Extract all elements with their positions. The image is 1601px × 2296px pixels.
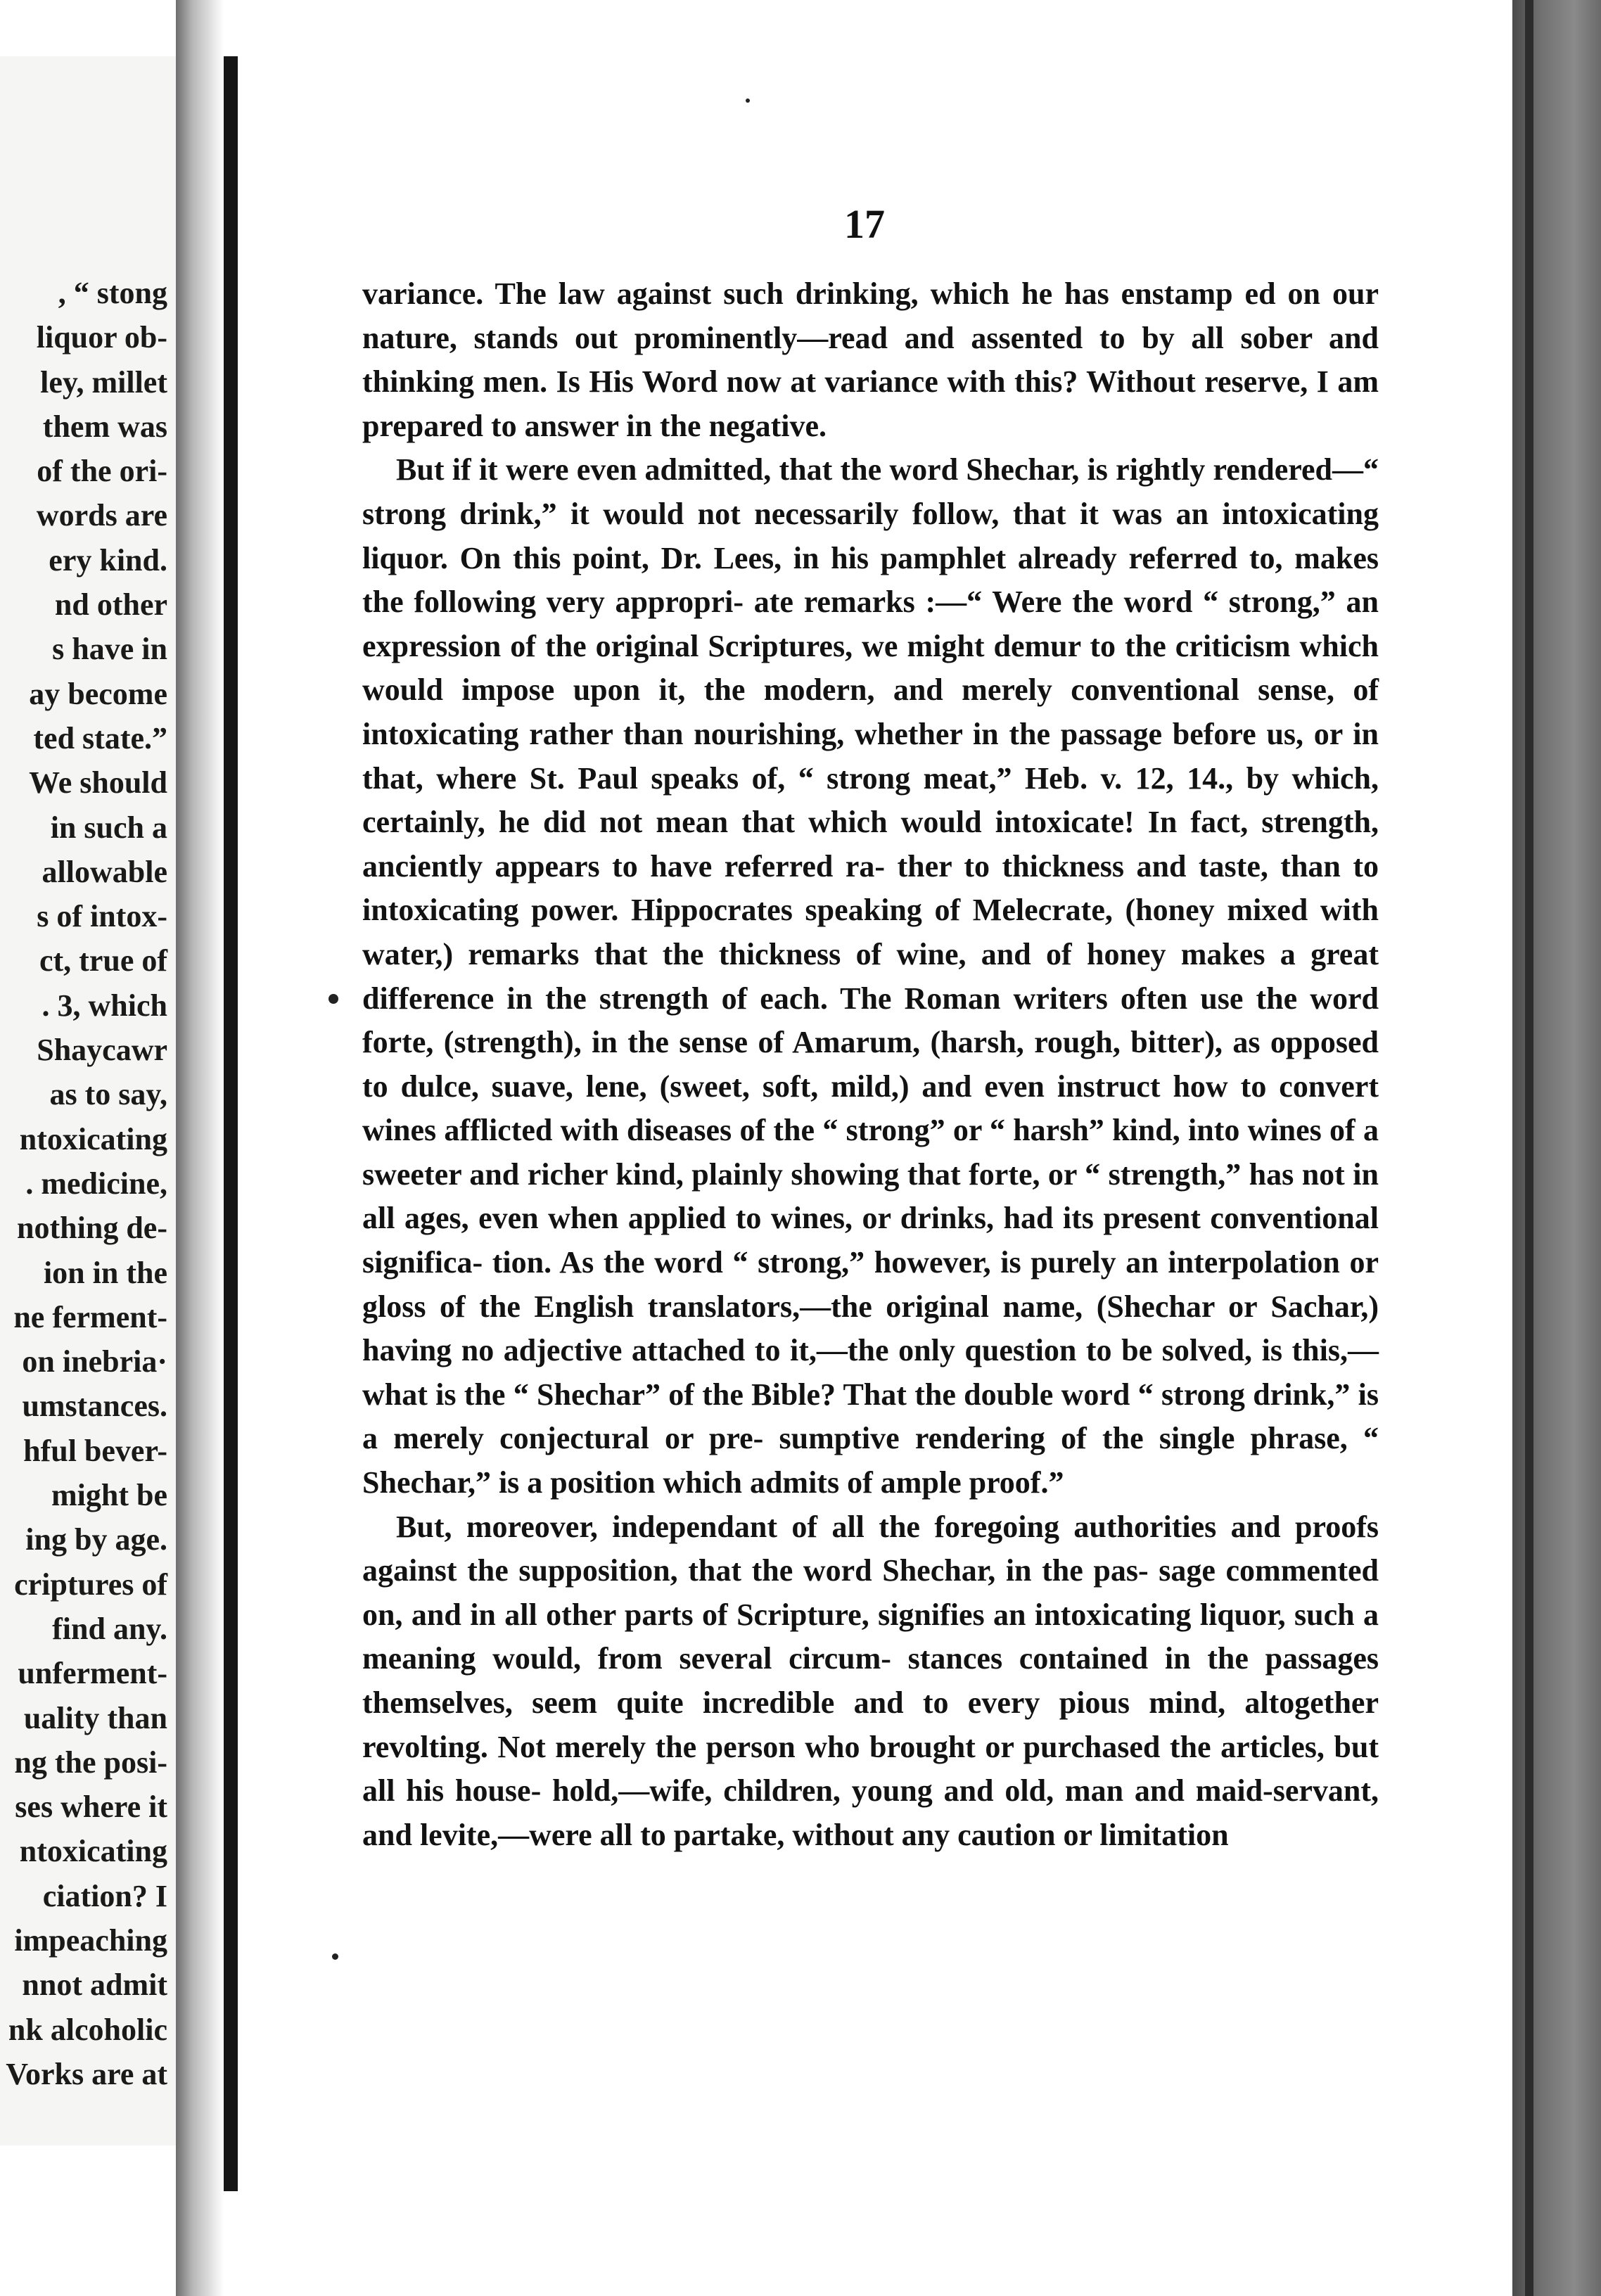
previous-page-line: . medicine, — [25, 1166, 167, 1201]
book-page — [253, 56, 1512, 2272]
page-body — [362, 272, 1379, 1857]
previous-page-line: ciation? I — [42, 1878, 167, 1913]
binding-line — [224, 56, 238, 2191]
previous-page-line: them was — [42, 409, 167, 444]
previous-page-line: allowable — [42, 854, 167, 889]
top-margin — [0, 0, 1512, 56]
previous-page-line: ery kind. — [49, 542, 167, 578]
previous-page-lines — [6, 271, 167, 2096]
gutter-shadow — [176, 0, 224, 2296]
previous-page-line: We should — [29, 765, 167, 801]
previous-page-line: words are — [36, 498, 167, 533]
previous-page-line: ne ferment- — [13, 1299, 167, 1334]
previous-page-line: s have in — [52, 632, 167, 667]
previous-page-line: , “ stong — [58, 276, 167, 310]
paragraph-2: But if it were even admitted, that the word Shechar, is rightly rendered—“ strong drink,” it would not necessarily follow, that it was an intoxicating liquor. On this point, Dr. Lees, in his pamphlet already referred to, makes the following very appropri- ate remarks :—“ Were the word “ strong,” an expression of the original Scriptures, we might demur to the criticism which would impose upon it, the modern, and merely conventional sense, of intoxicating rather than nourishing, whether in the passage before us, or in that, where St. Paul speaks of, “ strong meat,” Heb. v. 12, 14., by which, certainly, he did not mean that which would intoxicate! In fact, strength, anciently appears to have referred ra- ther to thickness and taste, than to intoxicating power. Hippocrates speaking of Melecrate, (honey mixed with water,) remarks that the thickness of wine, and of honey makes a great difference in the strength of each. The Roman writers often use the word forte, (strength), in the sense of Amarum, (harsh, rough, bitter), as opposed to dulce, suave, lene, (sweet, soft, mild,) and even instruct how to convert wines afflicted with diseases of the “ strong” or “ harsh” kind, into wines of a sweeter and richer kind, plainly showing that forte, or “ strength,” has not in all ages, even when applied to wines, or drinks, had its present conventional significa- tion. As the word “ strong,” however, is purely an interpolation or gloss of the English translators,—the original name, (Shechar or Sachar,) having no adjective attached to it,—the only question to be solved, is this,—what is the “ Shechar” of the Bible? That the double word “ strong drink,” is a merely conjectural or pre- sumptive rendering of the single phrase, “ Shechar,” is a position which admits of ample proof.” — [362, 452, 1379, 1500]
margin-speck — [746, 98, 750, 103]
previous-page-line: Shaycawr — [37, 1033, 167, 1068]
previous-page-line: . 3, which — [42, 988, 167, 1023]
previous-page-line: s of intox- — [37, 899, 167, 934]
previous-page-line: nd other — [54, 587, 167, 623]
previous-page-line: ntoxicating — [19, 1121, 167, 1156]
previous-page-line: in such a — [50, 810, 167, 845]
previous-page-line: hful bever- — [23, 1433, 167, 1468]
previous-page-line: ng the posi- — [14, 1745, 167, 1780]
previous-page-line: as to say, — [49, 1077, 167, 1112]
previous-page-line: umstances. — [22, 1389, 167, 1424]
previous-page-line: ntoxicating — [19, 1834, 167, 1869]
previous-page-line: ay become — [29, 676, 167, 711]
previous-page-line: ing by age. — [25, 1522, 167, 1557]
scan-edge-line — [1525, 0, 1533, 2296]
previous-page-line: Vorks are at — [6, 2056, 167, 2091]
previous-page-line: unferment- — [18, 1656, 167, 1691]
previous-page-line: liquor ob- — [36, 320, 167, 355]
previous-page-line: ct, true of — [39, 943, 167, 978]
margin-speck — [332, 1953, 338, 1960]
scan-edge — [1512, 0, 1601, 2296]
previous-page-line: ted state.” — [33, 720, 167, 755]
previous-page-line: ses where it — [15, 1790, 167, 1825]
previous-page-line: nk alcoholic — [8, 2012, 167, 2047]
previous-page-line: criptures of — [14, 1567, 167, 1602]
previous-page-line: of the ori- — [37, 454, 167, 489]
previous-page-line: on inebria· — [22, 1344, 167, 1379]
previous-page-line: impeaching — [14, 1922, 167, 1958]
previous-page-line: might be — [51, 1478, 167, 1513]
paragraph-3: But, moreover, independant of all the foregoing authorities and proofs against the supposition, that the word Shechar, in the pas- sage commented on, and in all other parts of Scripture, signifies an intoxicating liquor, such a meaning would, from several circum- stances contained in the passages themselves, seem quite incredible and to every pious mind, altogether revolting. Not merely the person who brought or purchased the articles, but all his house- hold,—wife, children, young and old, man and maid-servant, and levite,—were all to partake, without any caution or limitation — [362, 1509, 1379, 1852]
previous-page-line: nothing de- — [17, 1211, 167, 1246]
previous-page-line: uality than — [23, 1700, 167, 1735]
page-number: 17 — [844, 201, 885, 247]
previous-page-fragment — [0, 56, 177, 2145]
margin-speck — [329, 994, 338, 1004]
previous-page-line: ion in the — [43, 1255, 167, 1290]
previous-page-line: ley, millet — [40, 364, 167, 400]
previous-page-line: find any. — [52, 1611, 167, 1646]
previous-page-line: nnot admit — [22, 1967, 167, 2003]
paragraph-1: variance. The law against such drinking, which he has enstamp ed on our nature, stands out prominently—read and assented to by all sober and thinking men. Is His Word now at variance with this? Without reserve, I am prepared to answer in the negative. — [362, 276, 1379, 443]
